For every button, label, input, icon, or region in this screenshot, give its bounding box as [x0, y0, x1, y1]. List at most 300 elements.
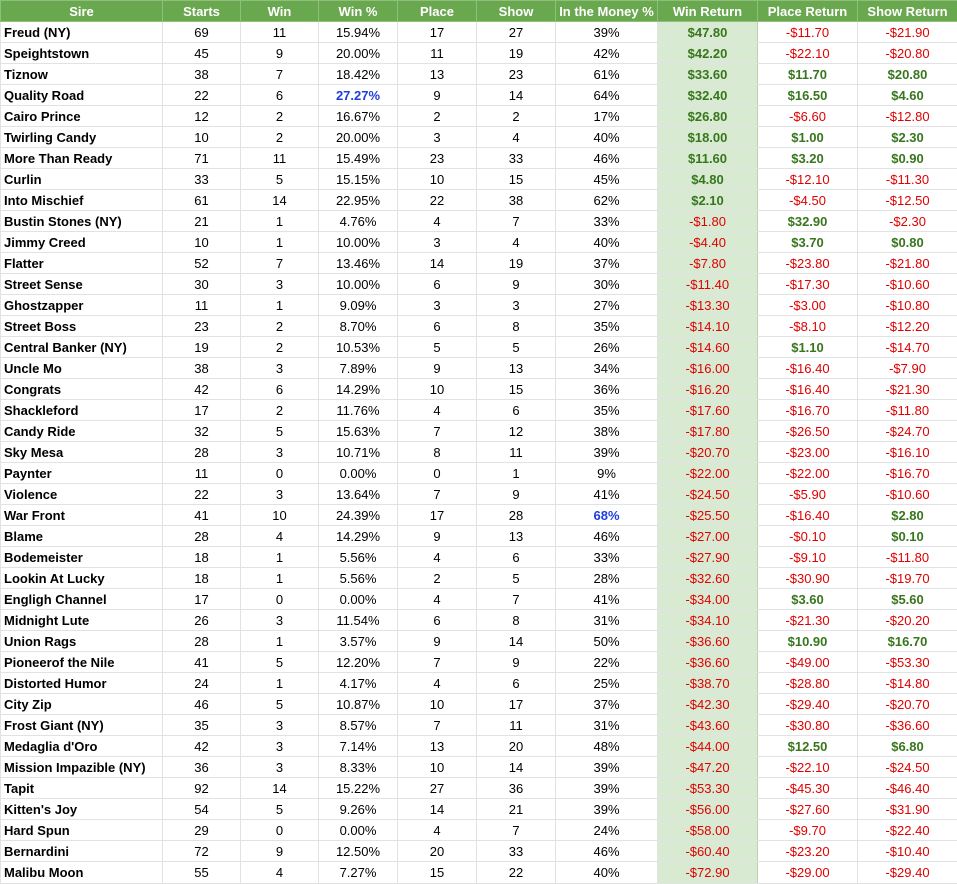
cell-place[interactable]: 6 — [398, 316, 477, 337]
cell-sire[interactable]: Malibu Moon — [1, 862, 163, 884]
cell-place-return[interactable]: -$29.00 — [758, 862, 858, 884]
cell-win-pct[interactable]: 12.50% — [319, 841, 398, 862]
cell-sire[interactable]: Hard Spun — [1, 820, 163, 841]
cell-win-pct[interactable]: 15.63% — [319, 421, 398, 442]
cell-show[interactable]: 11 — [477, 715, 556, 736]
cell-place[interactable]: 4 — [398, 400, 477, 421]
cell-place[interactable]: 3 — [398, 232, 477, 253]
cell-show[interactable]: 21 — [477, 799, 556, 820]
cell-sire[interactable]: Mission Impazible (NY) — [1, 757, 163, 778]
cell-win-return[interactable]: -$24.50 — [658, 484, 758, 505]
cell-place[interactable]: 4 — [398, 673, 477, 694]
cell-starts[interactable]: 71 — [163, 148, 241, 169]
cell-show[interactable]: 8 — [477, 316, 556, 337]
cell-win-pct[interactable]: 14.29% — [319, 526, 398, 547]
cell-show-return[interactable]: $20.80 — [858, 64, 957, 85]
cell-in-the-money-pct[interactable]: 31% — [556, 715, 658, 736]
cell-place-return[interactable]: -$49.00 — [758, 652, 858, 673]
cell-sire[interactable]: Pioneerof the Nile — [1, 652, 163, 673]
cell-starts[interactable]: 33 — [163, 169, 241, 190]
cell-in-the-money-pct[interactable]: 33% — [556, 211, 658, 232]
cell-place-return[interactable]: -$30.80 — [758, 715, 858, 736]
cell-place[interactable]: 10 — [398, 379, 477, 400]
cell-place-return[interactable]: -$27.60 — [758, 799, 858, 820]
cell-sire[interactable]: Distorted Humor — [1, 673, 163, 694]
cell-sire[interactable]: Flatter — [1, 253, 163, 274]
cell-win-pct[interactable]: 11.54% — [319, 610, 398, 631]
cell-place-return[interactable]: -$23.80 — [758, 253, 858, 274]
cell-place[interactable]: 4 — [398, 589, 477, 610]
cell-sire[interactable]: Twirling Candy — [1, 127, 163, 148]
cell-place-return[interactable]: -$23.20 — [758, 841, 858, 862]
cell-place[interactable]: 9 — [398, 358, 477, 379]
cell-win-pct[interactable]: 4.76% — [319, 211, 398, 232]
header-show-return[interactable]: Show Return — [858, 1, 957, 22]
cell-win-pct[interactable]: 15.15% — [319, 169, 398, 190]
cell-in-the-money-pct[interactable]: 50% — [556, 631, 658, 652]
cell-place-return[interactable]: -$26.50 — [758, 421, 858, 442]
cell-show[interactable]: 12 — [477, 421, 556, 442]
cell-in-the-money-pct[interactable]: 36% — [556, 379, 658, 400]
cell-place-return[interactable]: -$28.80 — [758, 673, 858, 694]
cell-place[interactable]: 14 — [398, 799, 477, 820]
cell-starts[interactable]: 38 — [163, 358, 241, 379]
cell-sire[interactable]: Bustin Stones (NY) — [1, 211, 163, 232]
cell-show-return[interactable]: -$14.70 — [858, 337, 957, 358]
cell-starts[interactable]: 11 — [163, 295, 241, 316]
cell-show-return[interactable]: -$20.20 — [858, 610, 957, 631]
cell-starts[interactable]: 28 — [163, 526, 241, 547]
cell-starts[interactable]: 54 — [163, 799, 241, 820]
cell-starts[interactable]: 10 — [163, 232, 241, 253]
cell-win-return[interactable]: $32.40 — [658, 85, 758, 106]
cell-show-return[interactable]: -$11.80 — [858, 547, 957, 568]
cell-in-the-money-pct[interactable]: 30% — [556, 274, 658, 295]
cell-win[interactable]: 5 — [241, 169, 319, 190]
cell-place-return[interactable]: -$12.10 — [758, 169, 858, 190]
cell-win-return[interactable]: -$17.80 — [658, 421, 758, 442]
cell-win[interactable]: 1 — [241, 232, 319, 253]
cell-place[interactable]: 17 — [398, 505, 477, 526]
cell-place-return[interactable]: -$6.60 — [758, 106, 858, 127]
cell-sire[interactable]: Quality Road — [1, 85, 163, 106]
cell-place[interactable]: 8 — [398, 442, 477, 463]
cell-show[interactable]: 2 — [477, 106, 556, 127]
header-place-return[interactable]: Place Return — [758, 1, 858, 22]
cell-show[interactable]: 9 — [477, 484, 556, 505]
cell-starts[interactable]: 28 — [163, 442, 241, 463]
cell-place-return[interactable]: -$16.70 — [758, 400, 858, 421]
cell-win[interactable]: 9 — [241, 43, 319, 64]
cell-sire[interactable]: Paynter — [1, 463, 163, 484]
cell-starts[interactable]: 46 — [163, 694, 241, 715]
cell-win-return[interactable]: -$34.00 — [658, 589, 758, 610]
cell-show-return[interactable]: -$19.70 — [858, 568, 957, 589]
cell-place[interactable]: 2 — [398, 106, 477, 127]
cell-show-return[interactable]: -$10.80 — [858, 295, 957, 316]
cell-starts[interactable]: 61 — [163, 190, 241, 211]
cell-starts[interactable]: 18 — [163, 547, 241, 568]
cell-place[interactable]: 4 — [398, 820, 477, 841]
cell-win-return[interactable]: -$27.90 — [658, 547, 758, 568]
cell-win-pct[interactable]: 9.09% — [319, 295, 398, 316]
cell-in-the-money-pct[interactable]: 34% — [556, 358, 658, 379]
cell-sire[interactable]: Midnight Lute — [1, 610, 163, 631]
cell-in-the-money-pct[interactable]: 31% — [556, 610, 658, 631]
cell-win-pct[interactable]: 7.27% — [319, 862, 398, 884]
cell-in-the-money-pct[interactable]: 27% — [556, 295, 658, 316]
cell-place-return[interactable]: $12.50 — [758, 736, 858, 757]
cell-starts[interactable]: 69 — [163, 22, 241, 43]
cell-place[interactable]: 2 — [398, 568, 477, 589]
cell-win-return[interactable]: -$4.40 — [658, 232, 758, 253]
cell-win[interactable]: 9 — [241, 841, 319, 862]
cell-show-return[interactable]: $6.80 — [858, 736, 957, 757]
cell-starts[interactable]: 10 — [163, 127, 241, 148]
cell-win[interactable]: 3 — [241, 358, 319, 379]
cell-show-return[interactable]: -$21.80 — [858, 253, 957, 274]
cell-win-pct[interactable]: 13.64% — [319, 484, 398, 505]
cell-show-return[interactable]: -$53.30 — [858, 652, 957, 673]
cell-in-the-money-pct[interactable]: 41% — [556, 589, 658, 610]
cell-sire[interactable]: War Front — [1, 505, 163, 526]
cell-win-pct[interactable]: 10.71% — [319, 442, 398, 463]
cell-win-pct[interactable]: 4.17% — [319, 673, 398, 694]
cell-place-return[interactable]: -$22.10 — [758, 43, 858, 64]
cell-win-pct[interactable]: 0.00% — [319, 820, 398, 841]
header-starts[interactable]: Starts — [163, 1, 241, 22]
header-win-return[interactable]: Win Return — [658, 1, 758, 22]
cell-place-return[interactable]: -$16.40 — [758, 379, 858, 400]
cell-win-return[interactable]: -$42.30 — [658, 694, 758, 715]
cell-starts[interactable]: 17 — [163, 589, 241, 610]
cell-show[interactable]: 11 — [477, 442, 556, 463]
cell-win-pct[interactable]: 10.00% — [319, 232, 398, 253]
cell-in-the-money-pct[interactable]: 46% — [556, 148, 658, 169]
cell-sire[interactable]: Curlin — [1, 169, 163, 190]
cell-in-the-money-pct[interactable]: 24% — [556, 820, 658, 841]
cell-starts[interactable]: 24 — [163, 673, 241, 694]
cell-starts[interactable]: 41 — [163, 652, 241, 673]
cell-win-pct[interactable]: 22.95% — [319, 190, 398, 211]
cell-starts[interactable]: 22 — [163, 484, 241, 505]
cell-starts[interactable]: 42 — [163, 379, 241, 400]
cell-sire[interactable]: Ghostzapper — [1, 295, 163, 316]
cell-win[interactable]: 0 — [241, 463, 319, 484]
cell-show-return[interactable]: $0.10 — [858, 526, 957, 547]
cell-win[interactable]: 6 — [241, 85, 319, 106]
cell-win-pct[interactable]: 5.56% — [319, 547, 398, 568]
cell-win[interactable]: 11 — [241, 148, 319, 169]
cell-sire[interactable]: Kitten's Joy — [1, 799, 163, 820]
cell-place-return[interactable]: -$4.50 — [758, 190, 858, 211]
cell-win[interactable]: 2 — [241, 127, 319, 148]
cell-show[interactable]: 3 — [477, 295, 556, 316]
cell-win-pct[interactable]: 18.42% — [319, 64, 398, 85]
cell-show[interactable]: 23 — [477, 64, 556, 85]
cell-show-return[interactable]: -$46.40 — [858, 778, 957, 799]
cell-place-return[interactable]: -$22.00 — [758, 463, 858, 484]
cell-win[interactable]: 7 — [241, 253, 319, 274]
cell-starts[interactable]: 11 — [163, 463, 241, 484]
cell-sire[interactable]: Congrats — [1, 379, 163, 400]
cell-win-pct[interactable]: 20.00% — [319, 127, 398, 148]
cell-sire[interactable]: Tiznow — [1, 64, 163, 85]
cell-show-return[interactable]: -$29.40 — [858, 862, 957, 884]
cell-show-return[interactable]: -$16.70 — [858, 463, 957, 484]
cell-win-return[interactable]: -$14.60 — [658, 337, 758, 358]
cell-place-return[interactable]: $11.70 — [758, 64, 858, 85]
cell-sire[interactable]: City Zip — [1, 694, 163, 715]
cell-win-pct[interactable]: 27.27% — [319, 85, 398, 106]
cell-win-return[interactable]: -$13.30 — [658, 295, 758, 316]
cell-in-the-money-pct[interactable]: 64% — [556, 85, 658, 106]
cell-starts[interactable]: 18 — [163, 568, 241, 589]
cell-place[interactable]: 4 — [398, 211, 477, 232]
cell-show-return[interactable]: -$36.60 — [858, 715, 957, 736]
cell-sire[interactable]: Tapit — [1, 778, 163, 799]
cell-win-return[interactable]: $4.80 — [658, 169, 758, 190]
cell-in-the-money-pct[interactable]: 38% — [556, 421, 658, 442]
cell-place-return[interactable]: -$17.30 — [758, 274, 858, 295]
cell-show[interactable]: 8 — [477, 610, 556, 631]
cell-show[interactable]: 33 — [477, 841, 556, 862]
cell-starts[interactable]: 17 — [163, 400, 241, 421]
cell-place-return[interactable]: $1.10 — [758, 337, 858, 358]
cell-place[interactable]: 27 — [398, 778, 477, 799]
cell-show-return[interactable]: -$12.20 — [858, 316, 957, 337]
cell-in-the-money-pct[interactable]: 40% — [556, 862, 658, 884]
cell-win[interactable]: 5 — [241, 652, 319, 673]
cell-show-return[interactable]: $4.60 — [858, 85, 957, 106]
cell-win-pct[interactable]: 7.14% — [319, 736, 398, 757]
cell-in-the-money-pct[interactable]: 62% — [556, 190, 658, 211]
cell-sire[interactable]: Street Boss — [1, 316, 163, 337]
cell-starts[interactable]: 55 — [163, 862, 241, 884]
cell-show[interactable]: 1 — [477, 463, 556, 484]
cell-sire[interactable]: Union Rags — [1, 631, 163, 652]
cell-place-return[interactable]: $32.90 — [758, 211, 858, 232]
cell-win[interactable]: 5 — [241, 694, 319, 715]
cell-win[interactable]: 3 — [241, 274, 319, 295]
cell-win-pct[interactable]: 16.67% — [319, 106, 398, 127]
cell-win[interactable]: 1 — [241, 295, 319, 316]
cell-place[interactable]: 6 — [398, 610, 477, 631]
cell-show[interactable]: 19 — [477, 253, 556, 274]
cell-place[interactable]: 17 — [398, 22, 477, 43]
cell-place[interactable]: 10 — [398, 757, 477, 778]
cell-starts[interactable]: 41 — [163, 505, 241, 526]
cell-in-the-money-pct[interactable]: 39% — [556, 799, 658, 820]
cell-place-return[interactable]: $16.50 — [758, 85, 858, 106]
cell-show[interactable]: 4 — [477, 232, 556, 253]
cell-place-return[interactable]: -$9.10 — [758, 547, 858, 568]
cell-in-the-money-pct[interactable]: 61% — [556, 64, 658, 85]
cell-show-return[interactable]: -$21.90 — [858, 22, 957, 43]
cell-sire[interactable]: Shackleford — [1, 400, 163, 421]
cell-sire[interactable]: Jimmy Creed — [1, 232, 163, 253]
cell-win-return[interactable]: -$53.30 — [658, 778, 758, 799]
cell-in-the-money-pct[interactable]: 39% — [556, 442, 658, 463]
cell-starts[interactable]: 21 — [163, 211, 241, 232]
cell-win[interactable]: 3 — [241, 715, 319, 736]
cell-place[interactable]: 13 — [398, 64, 477, 85]
cell-starts[interactable]: 92 — [163, 778, 241, 799]
cell-show[interactable]: 14 — [477, 85, 556, 106]
cell-in-the-money-pct[interactable]: 48% — [556, 736, 658, 757]
cell-show-return[interactable]: $16.70 — [858, 631, 957, 652]
cell-win[interactable]: 4 — [241, 862, 319, 884]
cell-in-the-money-pct[interactable]: 46% — [556, 526, 658, 547]
cell-show[interactable]: 27 — [477, 22, 556, 43]
cell-place-return[interactable]: -$23.00 — [758, 442, 858, 463]
cell-in-the-money-pct[interactable]: 37% — [556, 253, 658, 274]
cell-place[interactable]: 7 — [398, 484, 477, 505]
cell-in-the-money-pct[interactable]: 9% — [556, 463, 658, 484]
cell-win-pct[interactable]: 5.56% — [319, 568, 398, 589]
cell-show-return[interactable]: -$12.80 — [858, 106, 957, 127]
cell-in-the-money-pct[interactable]: 35% — [556, 316, 658, 337]
cell-win[interactable]: 6 — [241, 379, 319, 400]
cell-place[interactable]: 9 — [398, 85, 477, 106]
cell-place-return[interactable]: -$5.90 — [758, 484, 858, 505]
cell-sire[interactable]: Frost Giant (NY) — [1, 715, 163, 736]
cell-win-return[interactable]: -$14.10 — [658, 316, 758, 337]
cell-show[interactable]: 4 — [477, 127, 556, 148]
cell-starts[interactable]: 26 — [163, 610, 241, 631]
cell-in-the-money-pct[interactable]: 39% — [556, 22, 658, 43]
header-in-the-money-pct[interactable]: In the Money % — [556, 1, 658, 22]
cell-show-return[interactable]: -$10.40 — [858, 841, 957, 862]
cell-place[interactable]: 3 — [398, 295, 477, 316]
cell-win[interactable]: 10 — [241, 505, 319, 526]
cell-starts[interactable]: 45 — [163, 43, 241, 64]
cell-place-return[interactable]: -$8.10 — [758, 316, 858, 337]
cell-show[interactable]: 13 — [477, 358, 556, 379]
cell-win-return[interactable]: -$38.70 — [658, 673, 758, 694]
cell-sire[interactable]: Medaglia d'Oro — [1, 736, 163, 757]
cell-win-pct[interactable]: 10.53% — [319, 337, 398, 358]
cell-win[interactable]: 7 — [241, 64, 319, 85]
cell-show-return[interactable]: -$16.10 — [858, 442, 957, 463]
cell-show-return[interactable]: -$20.70 — [858, 694, 957, 715]
cell-win-pct[interactable]: 8.70% — [319, 316, 398, 337]
cell-place[interactable]: 7 — [398, 652, 477, 673]
cell-win[interactable]: 0 — [241, 820, 319, 841]
cell-show-return[interactable]: -$10.60 — [858, 274, 957, 295]
cell-win-pct[interactable]: 20.00% — [319, 43, 398, 64]
cell-win-return[interactable]: -$17.60 — [658, 400, 758, 421]
cell-win-pct[interactable]: 7.89% — [319, 358, 398, 379]
cell-sire[interactable]: Uncle Mo — [1, 358, 163, 379]
cell-place-return[interactable]: -$11.70 — [758, 22, 858, 43]
cell-place[interactable]: 13 — [398, 736, 477, 757]
cell-show[interactable]: 15 — [477, 379, 556, 400]
cell-win[interactable]: 11 — [241, 22, 319, 43]
cell-sire[interactable]: Blame — [1, 526, 163, 547]
cell-win-pct[interactable]: 0.00% — [319, 589, 398, 610]
cell-place-return[interactable]: -$9.70 — [758, 820, 858, 841]
cell-show[interactable]: 38 — [477, 190, 556, 211]
cell-win-pct[interactable]: 15.49% — [319, 148, 398, 169]
cell-show[interactable]: 33 — [477, 148, 556, 169]
cell-in-the-money-pct[interactable]: 33% — [556, 547, 658, 568]
cell-win-return[interactable]: -$22.00 — [658, 463, 758, 484]
cell-show[interactable]: 15 — [477, 169, 556, 190]
cell-win-return[interactable]: -$7.80 — [658, 253, 758, 274]
cell-win[interactable]: 5 — [241, 799, 319, 820]
header-place[interactable]: Place — [398, 1, 477, 22]
cell-place-return[interactable]: -$21.30 — [758, 610, 858, 631]
cell-show[interactable]: 5 — [477, 337, 556, 358]
cell-place-return[interactable]: $3.60 — [758, 589, 858, 610]
cell-win-return[interactable]: -$34.10 — [658, 610, 758, 631]
cell-sire[interactable]: Candy Ride — [1, 421, 163, 442]
cell-place-return[interactable]: -$16.40 — [758, 505, 858, 526]
cell-win-return[interactable]: -$20.70 — [658, 442, 758, 463]
cell-win-return[interactable]: $18.00 — [658, 127, 758, 148]
cell-win-pct[interactable]: 10.87% — [319, 694, 398, 715]
cell-show-return[interactable]: $5.60 — [858, 589, 957, 610]
cell-starts[interactable]: 42 — [163, 736, 241, 757]
cell-win-return[interactable]: -$16.20 — [658, 379, 758, 400]
cell-in-the-money-pct[interactable]: 40% — [556, 232, 658, 253]
cell-show[interactable]: 7 — [477, 820, 556, 841]
cell-place-return[interactable]: $1.00 — [758, 127, 858, 148]
cell-show[interactable]: 19 — [477, 43, 556, 64]
cell-sire[interactable]: Lookin At Lucky — [1, 568, 163, 589]
cell-show[interactable]: 5 — [477, 568, 556, 589]
cell-win[interactable]: 2 — [241, 337, 319, 358]
cell-show[interactable]: 9 — [477, 274, 556, 295]
cell-show[interactable]: 6 — [477, 400, 556, 421]
cell-starts[interactable]: 72 — [163, 841, 241, 862]
cell-win[interactable]: 1 — [241, 673, 319, 694]
cell-place[interactable]: 5 — [398, 337, 477, 358]
cell-win[interactable]: 1 — [241, 211, 319, 232]
cell-win[interactable]: 0 — [241, 589, 319, 610]
header-win[interactable]: Win — [241, 1, 319, 22]
cell-place[interactable]: 10 — [398, 694, 477, 715]
cell-show-return[interactable]: -$10.60 — [858, 484, 957, 505]
cell-in-the-money-pct[interactable]: 41% — [556, 484, 658, 505]
cell-sire[interactable]: Bodemeister — [1, 547, 163, 568]
cell-in-the-money-pct[interactable]: 39% — [556, 778, 658, 799]
cell-win[interactable]: 1 — [241, 631, 319, 652]
cell-in-the-money-pct[interactable]: 26% — [556, 337, 658, 358]
cell-win-return[interactable]: $26.80 — [658, 106, 758, 127]
cell-starts[interactable]: 23 — [163, 316, 241, 337]
cell-place-return[interactable]: $3.70 — [758, 232, 858, 253]
cell-win-return[interactable]: $2.10 — [658, 190, 758, 211]
cell-sire[interactable]: Freud (NY) — [1, 22, 163, 43]
cell-in-the-money-pct[interactable]: 68% — [556, 505, 658, 526]
cell-win[interactable]: 3 — [241, 736, 319, 757]
cell-sire[interactable]: More Than Ready — [1, 148, 163, 169]
cell-show-return[interactable]: -$22.40 — [858, 820, 957, 841]
cell-starts[interactable]: 19 — [163, 337, 241, 358]
cell-sire[interactable]: Speightstown — [1, 43, 163, 64]
cell-show[interactable]: 14 — [477, 631, 556, 652]
cell-win-pct[interactable]: 10.00% — [319, 274, 398, 295]
cell-show-return[interactable]: -$24.70 — [858, 421, 957, 442]
cell-place[interactable]: 22 — [398, 190, 477, 211]
cell-win-pct[interactable]: 15.22% — [319, 778, 398, 799]
cell-win-return[interactable]: -$56.00 — [658, 799, 758, 820]
cell-show[interactable]: 13 — [477, 526, 556, 547]
cell-win-pct[interactable]: 8.33% — [319, 757, 398, 778]
cell-in-the-money-pct[interactable]: 46% — [556, 841, 658, 862]
